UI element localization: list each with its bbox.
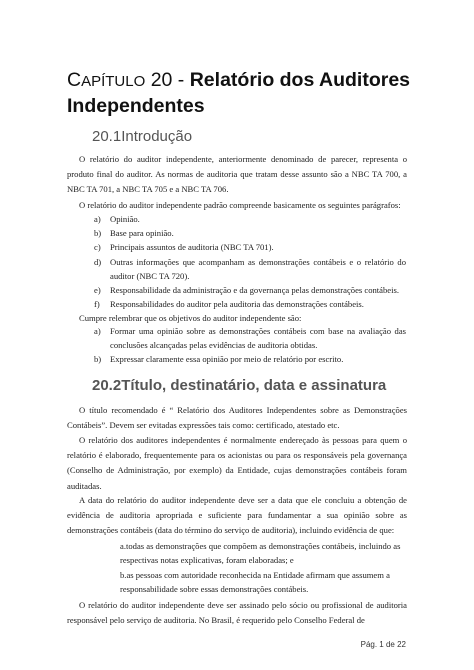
- list-item: d) Outras informações que acompanham as demonstrações contábeis e o relatório do auditor (NBC TA 720).: [94, 256, 406, 281]
- evidence-item-a: a.todas as demonstrações que compõem as demonstrações contábeis, incluindo as respectivas notas explicativas, foram elaboradas; e: [120, 541, 401, 566]
- list-item: f) Responsabilidades do auditor pela auditoria das demonstrações contábeis.: [94, 299, 364, 310]
- page-number: Pág. 1 de 22: [360, 640, 406, 649]
- title-paragraph-3: A data do relatório do auditor independente deve ser a data que ele concluiu a obtenção de evidência de auditoria apropriada e suficiente para fundamentar a sua opinião sobre as demonstrações contábeis (data do término do serviço de auditoria), incluindo evidência de que:: [67, 495, 407, 536]
- list-item: e) Responsabilidade da administração e da governança pelas demonstrações contábeis.: [94, 285, 399, 296]
- chapter-title-line1: Relatório dos Auditores: [189, 69, 411, 91]
- list-item: a) Formar uma opinião sobre as demonstrações contábeis com base na avaliação das conclusões alcançadas pelas evidências de auditoria obtidas.: [94, 326, 406, 351]
- list-item: b) Expressar claramente essa opinião por meio de relatório por escrito.: [94, 354, 344, 365]
- paragraph-list: [94, 212, 406, 311]
- title-paragraph-2: O relatório dos auditores independentes é normalmente endereçado às pessoas para quem o relatório é elaborado, frequentemente para os acionistas ou para os responsáveis pela governança (Conselho de Administração, por exemplo) da Entidade, cujas demonstrações contábeis foram auditadas.: [67, 435, 407, 491]
- chapter-cap-rest: APÍTULO: [81, 73, 146, 90]
- list-item: b) Base para opinião.: [94, 228, 174, 239]
- title-paragraph-1: O título recomendado é “ Relatório dos Auditores Independentes sobre as Demonstrações Contábeis”. Devem ser evitadas expressões tais como: certificado, atestado etc.: [67, 405, 407, 431]
- list-item: c) Principais assuntos de auditoria (NBC TA 701).: [94, 242, 274, 253]
- list-item: a) Opinião.: [94, 214, 140, 224]
- section-heading-title: 20.2Título, destinatário, data e assinatura: [92, 377, 387, 394]
- objectives-list: [94, 324, 406, 367]
- chapter-title-line2: Independentes: [67, 95, 205, 117]
- chapter-title: [67, 68, 427, 118]
- intro-paragraph-1: O relatório do auditor independente, anteriormente denominado de parecer, representa o produto final do auditor. As normas de auditoria que tratam desse assunto são a NBC TA 700, a NBC TA 701, a NBC TA 705 e a NBC TA 706.: [67, 154, 407, 195]
- evidence-item-b: b.as pessoas com autoridade reconhecida na Entidade afirmam que assumem a responsabilidade sobre essas demonstrações contábeis.: [120, 570, 390, 595]
- intro-paragraph-2: O relatório do auditor independente padrão compreende basicamente os seguintes parágrafos:: [79, 200, 401, 210]
- chapter-cap-first: C: [67, 69, 82, 91]
- section-heading-intro: 20.1Introdução: [92, 128, 193, 145]
- intro-paragraph-3: Cumpre relembrar que os objetivos do auditor independente são:: [79, 313, 302, 323]
- title-paragraph-4: O relatório do auditor independente deve ser assinado pelo sócio ou profissional de auditoria responsável pelo serviço de auditoria. No Brasil, é requerido pelo Conselho Federal de: [67, 600, 407, 626]
- chapter-number: 20 -: [145, 69, 190, 91]
